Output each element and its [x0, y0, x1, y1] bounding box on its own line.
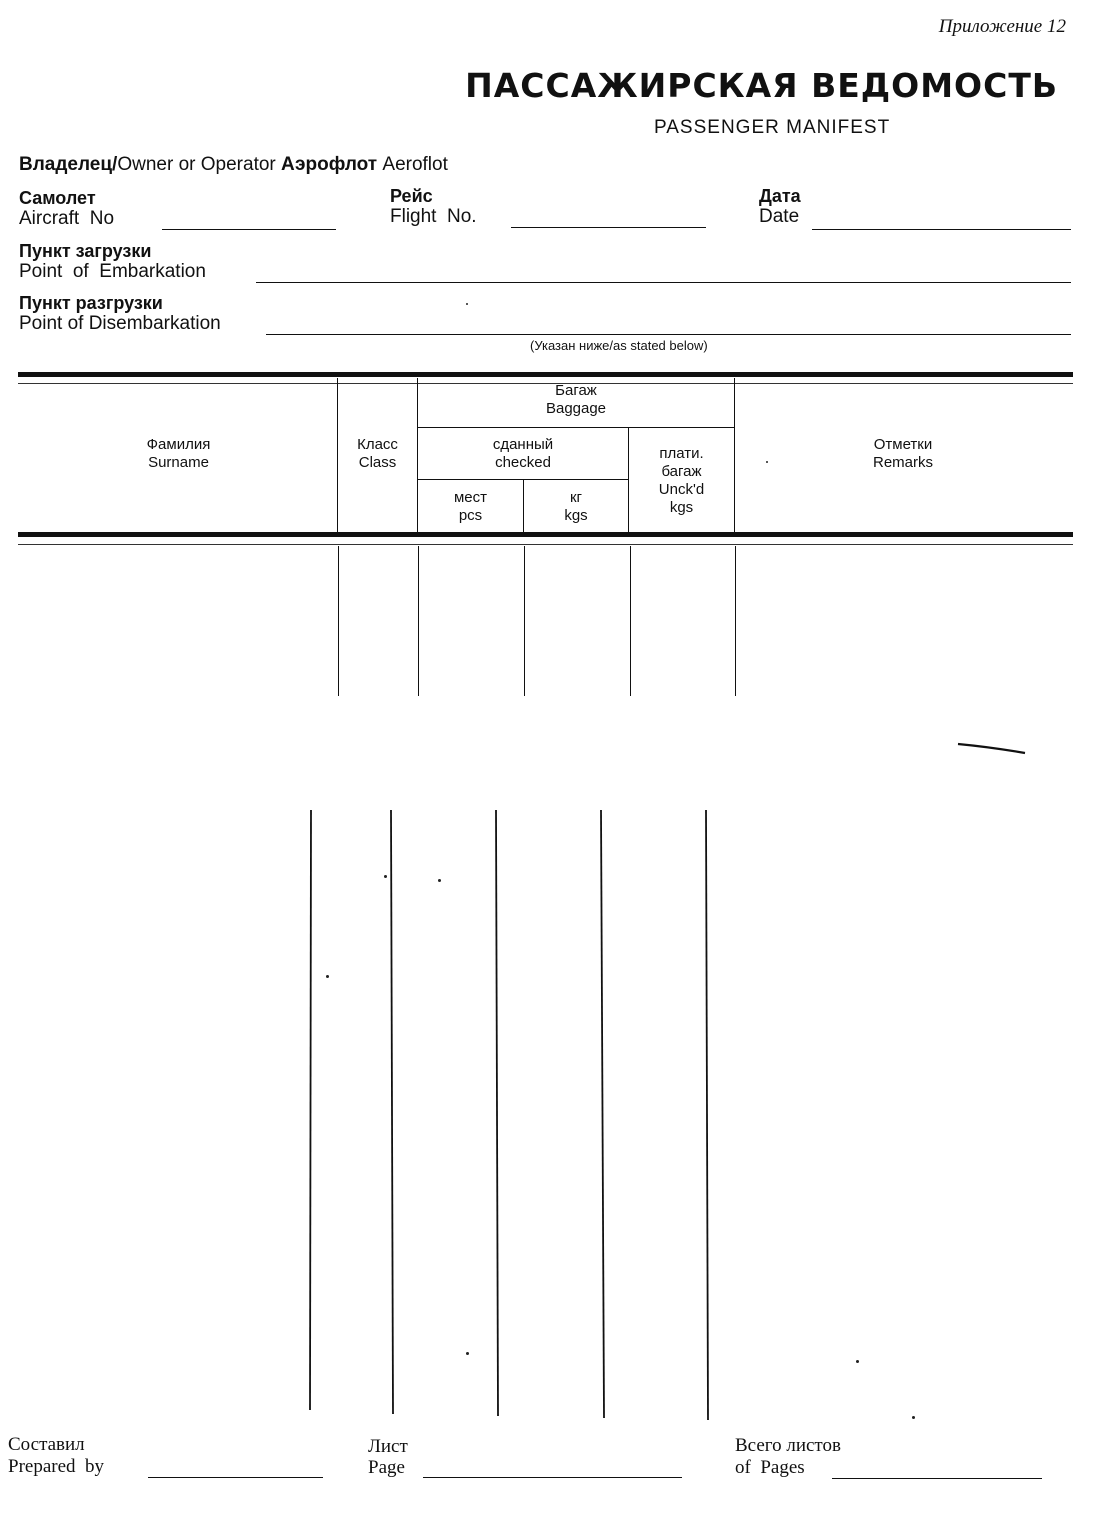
- prepared-label-ru: Составил: [8, 1434, 85, 1455]
- date-label-en: Date: [759, 206, 800, 227]
- header-checked-en: checked: [495, 454, 551, 471]
- prepared-label-en: Prepared by: [8, 1456, 105, 1477]
- header-remarks-ru: Отметки: [873, 436, 933, 453]
- header-unchecked-en-1: Unck'd: [658, 481, 705, 498]
- scan-speck: [856, 1360, 859, 1363]
- scan-speck: [438, 879, 441, 882]
- header-kgs-ru: кг: [569, 489, 583, 506]
- aircraft-label-ru: Самолет: [19, 188, 96, 208]
- body-col-divider: [706, 810, 708, 1420]
- flight-label-ru: Рейс: [390, 186, 433, 206]
- owner-label-ru: Владелец/: [19, 154, 118, 175]
- page-subtitle: PASSENGER MANIFEST: [654, 117, 891, 138]
- header-unchecked-ru-1: плати.: [659, 445, 704, 462]
- embarkation-label-en: Point of Embarkation: [19, 261, 206, 282]
- total-pages-field[interactable]: [832, 1478, 1042, 1479]
- header-class-ru: Класс: [357, 436, 398, 453]
- page-number-field[interactable]: [423, 1477, 682, 1478]
- header-unchecked-en-2: kgs: [669, 499, 694, 516]
- scan-speck: [912, 1416, 915, 1419]
- page-label-ru: Лист: [368, 1436, 408, 1457]
- scan-speck: [384, 875, 387, 878]
- page-label-en: Page: [368, 1457, 405, 1478]
- header-remarks-en: Remarks: [872, 454, 933, 471]
- owner-value-ru: Аэрофлот: [281, 154, 378, 175]
- body-col-divider: [601, 810, 604, 1418]
- prepared-by-field[interactable]: [148, 1477, 323, 1478]
- header-kgs-en: kgs: [564, 507, 588, 524]
- appendix-number: Приложение 12: [938, 16, 1066, 37]
- header-surname-ru: Фамилия: [146, 436, 211, 453]
- disembarkation-note: (Указан ниже/as stated below): [530, 338, 708, 353]
- header-unchecked-ru-2: багаж: [661, 463, 702, 480]
- total-pages-label-ru: Всего листов: [735, 1435, 841, 1456]
- header-pcs-en: pcs: [458, 507, 483, 524]
- disembarkation-label-ru: Пункт разгрузки: [19, 293, 163, 313]
- header-baggage-ru: Багаж: [555, 382, 597, 399]
- header-checked-ru: сданный: [492, 436, 554, 453]
- scan-speck: [466, 1352, 469, 1355]
- body-col-divider: [310, 810, 311, 1410]
- header-class-en: Class: [358, 454, 397, 471]
- header-surname-en: Surname: [148, 454, 209, 471]
- date-label-ru: Дата: [759, 186, 801, 206]
- page-title: ПАССАЖИРСКАЯ ВЕДОМОСТЬ: [465, 66, 1058, 105]
- header-pcs-ru: мест: [453, 489, 488, 506]
- embarkation-label-ru: Пункт загрузки: [19, 241, 152, 261]
- total-pages-label-en: of Pages: [735, 1457, 805, 1478]
- body-col-divider: [391, 810, 393, 1414]
- scan-speck: [466, 303, 468, 305]
- flight-label-en: Flight No.: [390, 206, 477, 227]
- scan-speck: [766, 461, 768, 463]
- owner-value-en: Aeroflot: [382, 154, 448, 175]
- disembarkation-label-en: Point of Disembarkation: [19, 313, 221, 334]
- scan-speck: [326, 975, 329, 978]
- scan-mark: [958, 744, 1025, 753]
- body-col-divider: [496, 810, 498, 1416]
- header-baggage-en: Baggage: [545, 400, 607, 417]
- aircraft-label-en: Aircraft No: [19, 208, 115, 229]
- owner-label-en: Owner or Operator: [117, 154, 276, 175]
